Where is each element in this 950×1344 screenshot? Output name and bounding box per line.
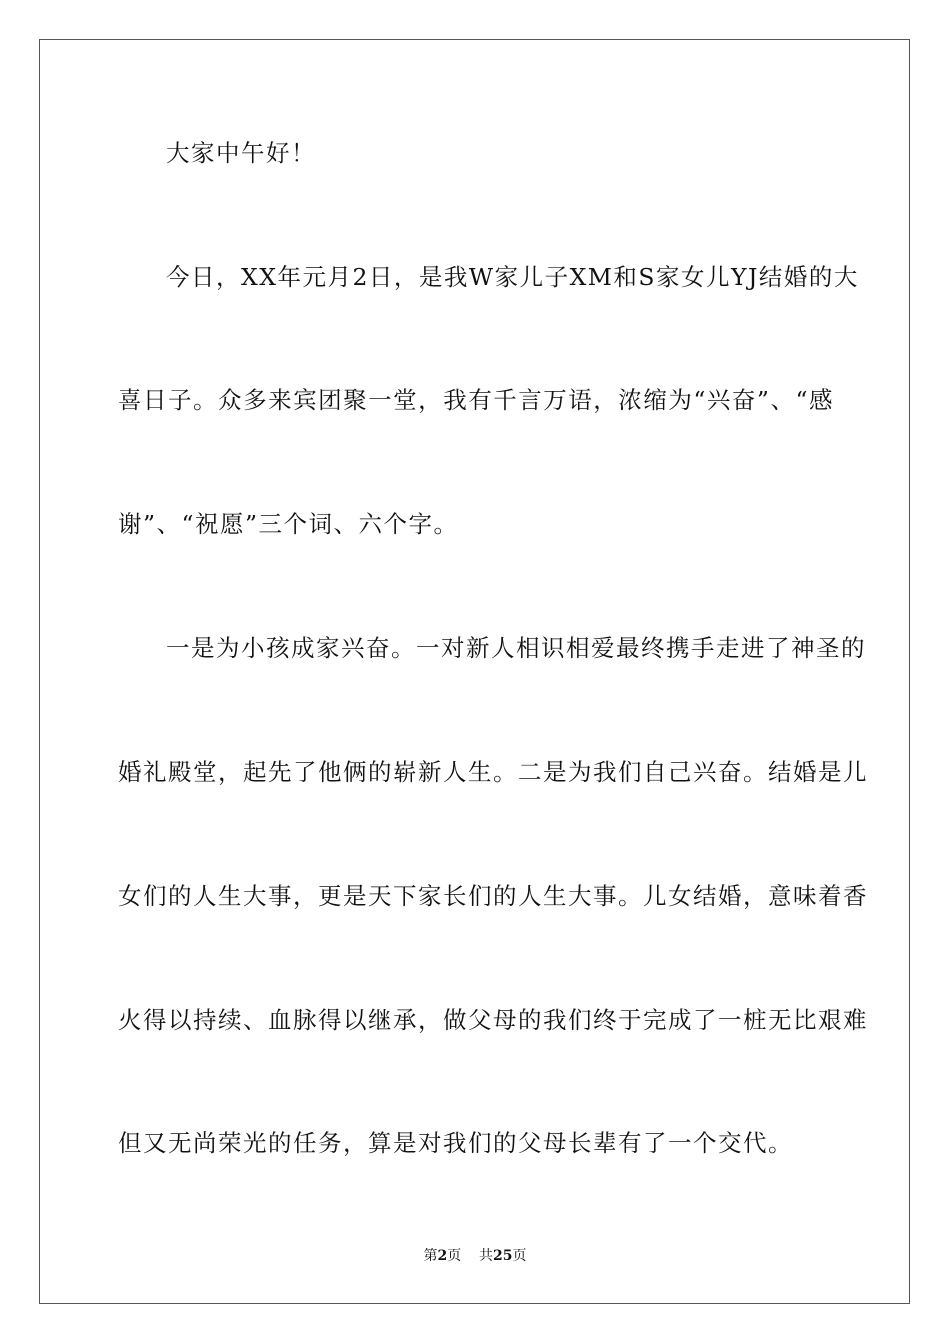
footer-total-pages: 25 <box>493 1248 513 1264</box>
footer-page-suffix: 页 <box>447 1248 462 1264</box>
footer-total-prefix: 共 <box>479 1248 494 1264</box>
footer-page-number: 2 <box>437 1248 448 1264</box>
greeting-line: 大家中午好！ <box>166 139 316 167</box>
paragraph-2-line-1: 一是为小孩成家兴奋。一对新人相识相爱最终携手走进了神圣的 <box>166 634 866 662</box>
paragraph-2-line-2: 婚礼殿堂，起先了他俩的崭新人生。二是为我们自己兴奋。结婚是儿 <box>118 758 868 786</box>
footer-page-prefix: 第 <box>423 1248 438 1264</box>
page-footer <box>0 1247 950 1265</box>
footer-total-suffix: 页 <box>512 1248 527 1264</box>
page-frame <box>39 39 910 1304</box>
paragraph-2-line-3: 女们的人生大事，更是天下家长们的人生大事。儿女结婚，意味着香 <box>118 882 868 910</box>
paragraph-1-line-2: 喜日子。众多来宾团聚一堂，我有千言万语，浓缩为“兴奋”、“感 <box>118 386 834 414</box>
paragraph-1-line-3: 谢”、“祝愿”三个词、六个字。 <box>118 510 459 538</box>
paragraph-2-line-4: 火得以持续、血脉得以继承，做父母的我们终于完成了一桩无比艰难 <box>118 1006 868 1034</box>
paragraph-1-line-1: 今日，XX年元月2日，是我W家儿子XM和S家女儿YJ结婚的大 <box>166 263 859 291</box>
paragraph-2-line-5: 但又无尚荣光的任务，算是对我们的父母长辈有了一个交代。 <box>118 1129 793 1157</box>
